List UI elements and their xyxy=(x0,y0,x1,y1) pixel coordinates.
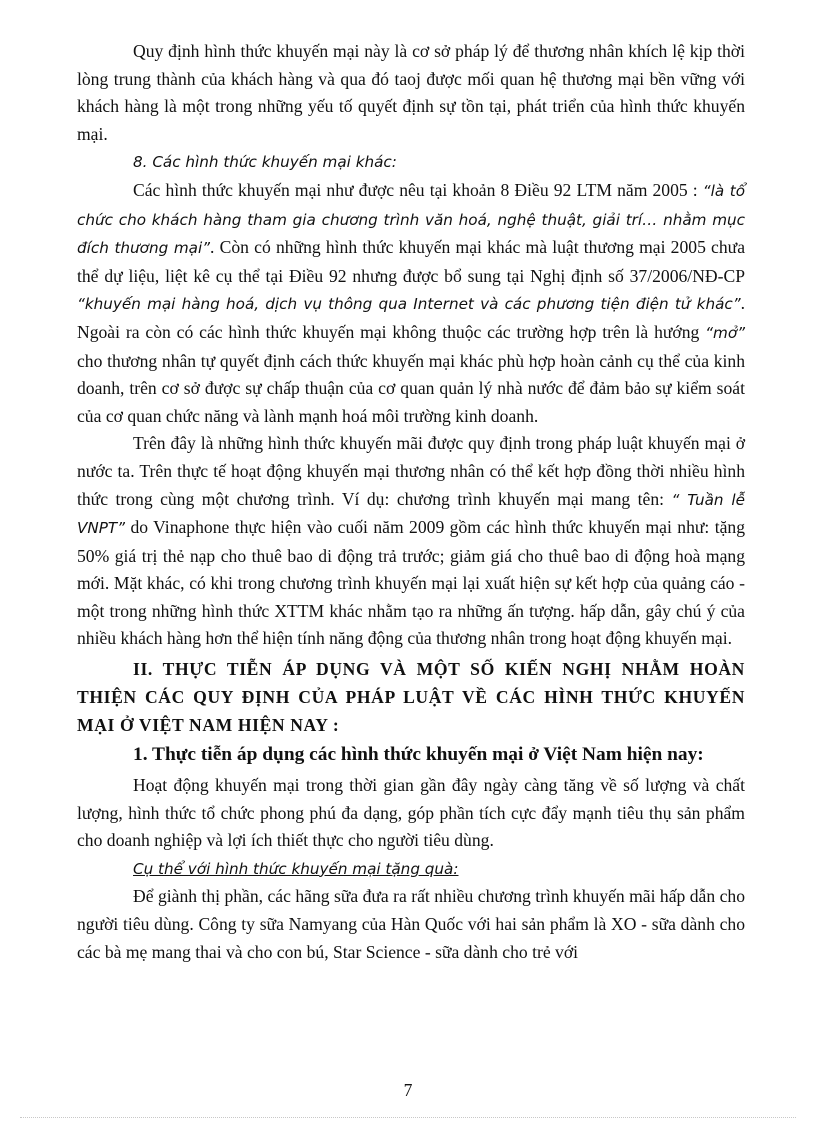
quote-open: “mở” xyxy=(705,323,745,342)
text: . Ngoài ra còn có các hình thức khuyến mại không thuộc các trường hợp trên là hướng xyxy=(77,293,745,342)
section-8-heading: 8. Các hình thức khuyến mại khác: xyxy=(133,153,397,172)
text: Các hình thức khuyến mại như được nêu tại khoản 8 Điều 92 LTM năm 2005 : xyxy=(133,179,703,200)
paragraph-other-forms xyxy=(77,177,745,430)
text: . Còn có những hình thức khuyến mại khác mà luật thương mại 2005 chưa thể dự liệu, liệt kê cụ thể tại Điều 92 nhưng được bổ sung tại Nghị định số 37/2006/NĐ-CP xyxy=(77,237,746,286)
page-number: 7 xyxy=(403,1080,413,1100)
section-II-heading: II. THỰC TIỄN ÁP DỤNG VÀ MỘT SỐ KIẾN NGHỊ NHẰM HOÀN THIỆN CÁC QUY ĐỊNH CỦA PHÁP LUẬT VỀ CÁC HÌNH THỨC KHUYẾN MẠI Ở VIỆT NAM HIỆN NAY : xyxy=(77,659,745,736)
paragraph-practice: Hoạt động khuyến mại trong thời gian gần đây ngày càng tăng về số lượng và chất lượng, hình thức tổ chức phong phú đa dạng, góp phần tích cực đẩy mạnh tiêu thụ sản phẩm cho doanh nghiệp và lợi ích thiết thực cho người tiêu dùng. xyxy=(77,775,745,851)
paragraph-milk: Để giành thị phần, các hãng sữa đưa ra rất nhiều chương trình khuyến mãi hấp dẫn cho người tiêu dùng. Công ty sữa Namyang của Hàn Quốc với hai sản phẩm là XO - sữa dành cho các bà mẹ mang thai và cho con bú, Star Science - sữa dành cho trẻ với xyxy=(77,886,745,962)
text: Trên đây là những hình thức khuyến mãi được quy định trong pháp luật khuyến mại ở nước ta. Trên thực tế hoạt động khuyến mại thương nhân có thể kết hợp đồng thời nhiều hình thức trong cùng một chương trình. Ví dụ: chương trình khuyến mại mang tên: xyxy=(77,433,745,509)
quote-ltm: “là tổ chức cho khách hàng tham gia chương trình văn hoá, nghệ thuật, giải trí… nhằm mục đích thương mại” xyxy=(77,181,745,258)
subheading-gift: Cụ thể với hình thức khuyến mại tặng quà: xyxy=(133,859,459,878)
quote-vnpt: “ Tuần lễ VNPT” xyxy=(77,490,745,538)
text: do Vinaphone thực hiện vào cuối năm 2009 gồm các hình thức khuyến mại như: tặng 50% giá trị thẻ nạp cho thuê bao di động trả trước; giảm giá cho thuê bao di động hoà mạng mới. Mặt khác, có khi trong chương trình khuyến mại lại xuất hiện sự kết hợp của quảng cáo - một trong những hình thức XTTM khác nhằm tạo ra những ấn tượng. hấp dẫn, gây chú ý của nhiều khách hàng hơn thể hiện tính năng động của thương nhân trong hoạt động khuyến mại. xyxy=(77,517,745,649)
paragraph-intro: Quy định hình thức khuyến mại này là cơ sở pháp lý để thương nhân khích lệ kịp thời lòng trung thành của khách hàng và qua đó taoj được mối quan hệ thương mại bền vững với khách hàng là một trong những yếu tố quyết định sự tồn tại, phát triển của hình thức khuyến mại. xyxy=(77,41,745,144)
quote-decree: “khuyến mại hàng hoá, dịch vụ thông qua Internet và các phương tiện điện tử khác” xyxy=(77,295,741,314)
paragraph-combined-forms xyxy=(77,430,745,653)
section-1-heading: 1. Thực tiễn áp dụng các hình thức khuyến mại ở Việt Nam hiện nay: xyxy=(133,744,704,766)
footer-divider xyxy=(20,1117,796,1118)
document-page xyxy=(77,38,745,966)
text: cho thương nhân tự quyết định cách thức khuyến mại khác phù hợp hoàn cảnh cụ thể của kinh doanh, trên cơ sở được sự chấp thuận của cơ quan quản lý nhà nước để đảm bảo sự kiểm soát của cơ quan chức năng và lành mạnh hoá môi trường kinh doanh. xyxy=(77,350,745,426)
